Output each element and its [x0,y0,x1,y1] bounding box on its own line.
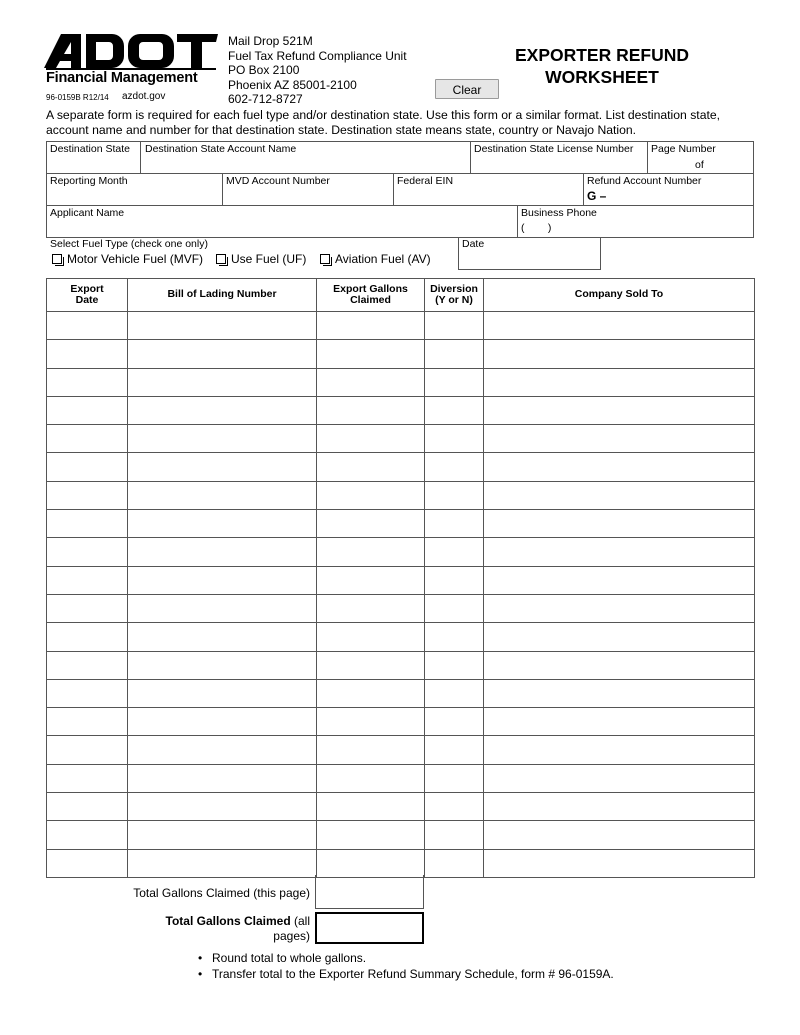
checkbox-icon[interactable] [52,254,62,264]
export-gallons-cell[interactable] [317,736,425,764]
refund-account-prefix: G – [587,189,607,203]
bill-of-lading-cell[interactable] [128,594,317,622]
export-date-cell[interactable] [47,425,128,453]
date-field[interactable]: Date [462,238,485,250]
destination-license-field[interactable]: Destination State License Number [474,143,634,155]
divider [140,141,141,173]
page-number-field[interactable]: Page Number [651,143,716,155]
phone-area-code-parens: ( ) [521,222,552,234]
export-date-cell[interactable] [47,623,128,651]
export-date-cell[interactable] [47,510,128,538]
export-date-cell[interactable] [47,481,128,509]
diversion-cell[interactable] [425,708,484,736]
company-sold-to-cell[interactable] [484,425,755,453]
divider [46,173,754,174]
bill-of-lading-cell[interactable] [128,510,317,538]
all-pages-total-input[interactable] [315,912,424,944]
fuel-type-label: Select Fuel Type (check one only) [50,238,208,250]
company-sold-to-cell[interactable] [484,623,755,651]
fuel-option-label: Use Fuel (UF) [231,252,307,266]
diversion-cell[interactable] [425,821,484,849]
destination-account-name-field[interactable]: Destination State Account Name [145,143,297,155]
table-row [47,708,755,736]
export-date-cell[interactable] [47,736,128,764]
company-sold-to-cell[interactable] [484,793,755,821]
table-row [47,510,755,538]
bill-of-lading-cell[interactable] [128,708,317,736]
all-total-rest: (all pages) [273,914,310,943]
form-title [505,44,699,88]
table-row [47,312,755,340]
bill-of-lading-cell[interactable] [128,340,317,368]
diversion-cell[interactable] [425,340,484,368]
table-row [47,340,755,368]
export-date-cell[interactable] [47,538,128,566]
export-gallons-cell[interactable] [317,510,425,538]
company-sold-to-cell[interactable] [484,651,755,679]
diversion-cell[interactable] [425,312,484,340]
address-line: Phoenix AZ 85001-2100 [228,77,357,92]
export-gallons-cell[interactable] [317,425,425,453]
company-sold-to-cell[interactable] [484,396,755,424]
clear-button[interactable]: Clear [435,79,499,99]
export-date-cell[interactable] [47,368,128,396]
export-gallons-cell[interactable] [317,312,425,340]
divider [583,173,584,205]
company-sold-to-cell[interactable] [484,453,755,481]
page-total-label: Total Gallons Claimed (this page) [133,886,310,900]
export-gallons-cell[interactable] [317,538,425,566]
table-row [47,396,755,424]
table-row [47,849,755,877]
export-date-cell[interactable] [47,821,128,849]
website: azdot.gov [122,91,166,102]
divider [647,141,648,173]
table-row [47,764,755,792]
diversion-cell[interactable] [425,594,484,622]
table-row [47,566,755,594]
department-name: Financial Management [46,70,198,86]
mvd-account-field[interactable]: MVD Account Number [226,175,330,187]
diversion-cell[interactable] [425,764,484,792]
export-date-cell[interactable] [47,708,128,736]
divider [517,205,518,238]
company-sold-to-cell[interactable] [484,481,755,509]
table-row [47,651,755,679]
company-sold-to-cell[interactable] [484,849,755,877]
col-export-date: Export Date [47,279,128,312]
col-company-sold-to: Company Sold To [484,279,755,312]
export-date-cell[interactable] [47,453,128,481]
export-date-cell[interactable] [47,340,128,368]
company-sold-to-cell[interactable] [484,679,755,707]
diversion-cell[interactable] [425,396,484,424]
title-line: EXPORTER REFUND [514,45,690,65]
company-sold-to-cell[interactable] [484,368,755,396]
diversion-cell[interactable] [425,849,484,877]
bill-of-lading-cell[interactable] [128,538,317,566]
table-row [47,679,755,707]
export-gallons-cell[interactable] [317,623,425,651]
fuel-option-av[interactable] [320,252,431,266]
table-header-row [47,279,755,312]
company-sold-to-cell[interactable] [484,594,755,622]
export-gallons-cell[interactable] [317,340,425,368]
checkbox-icon[interactable] [216,254,226,264]
bill-of-lading-cell[interactable] [128,849,317,877]
table-row [47,481,755,509]
bill-of-lading-cell[interactable] [128,736,317,764]
checkbox-icon[interactable] [320,254,330,264]
table-row [47,425,755,453]
divider [222,173,223,205]
fuel-option-label: Aviation Fuel (AV) [335,252,431,266]
company-sold-to-cell[interactable] [484,538,755,566]
export-gallons-cell[interactable] [317,849,425,877]
export-gallons-cell[interactable] [317,368,425,396]
table-row [47,368,755,396]
export-gallons-cell[interactable] [317,764,425,792]
export-date-cell[interactable] [47,566,128,594]
bill-of-lading-cell[interactable] [128,651,317,679]
notes-list [198,950,614,982]
bill-of-lading-cell[interactable] [128,764,317,792]
bill-of-lading-cell[interactable] [128,566,317,594]
diversion-cell[interactable] [425,510,484,538]
phone-number: 602-712-8727 [228,92,303,106]
bill-of-lading-cell[interactable] [128,481,317,509]
export-gallons-cell[interactable] [317,651,425,679]
list-item: • Transfer total to the Exporter Refund Summary Schedule, form # 96-0159A. [198,967,614,981]
diversion-cell[interactable] [425,793,484,821]
all-pages-total-label [160,914,310,943]
company-sold-to-cell[interactable] [484,764,755,792]
bill-of-lading-cell[interactable] [128,793,317,821]
table-row [47,538,755,566]
address-line: Mail Drop 521M [228,34,313,48]
export-gallons-cell[interactable] [317,481,425,509]
bill-of-lading-cell[interactable] [128,821,317,849]
diversion-cell[interactable] [425,481,484,509]
all-total-bold: Total Gallons Claimed [165,914,291,928]
diversion-cell[interactable] [425,623,484,651]
company-sold-to-cell[interactable] [484,708,755,736]
diversion-cell[interactable] [425,566,484,594]
col-diversion: Diversion (Y or N) [425,279,484,312]
instructions-text: A separate form is required for each fuel type and/or destination state. Use this form or a similar format. List destination state, account name and number for that destination state. Destination state means state, country or Navajo Nation. [46,108,721,137]
bill-of-lading-cell[interactable] [128,425,317,453]
diversion-cell[interactable] [425,736,484,764]
company-sold-to-cell[interactable] [484,510,755,538]
page-total-input[interactable] [315,875,424,909]
divider [46,205,754,206]
export-date-cell[interactable] [47,396,128,424]
export-gallons-cell[interactable] [317,396,425,424]
export-gallons-cell[interactable] [317,566,425,594]
export-gallons-cell[interactable] [317,679,425,707]
business-phone-field[interactable]: Business Phone [521,207,597,219]
destination-state-field[interactable]: Destination State [50,143,130,155]
mailing-address [228,34,407,107]
page-of-label: of [695,159,704,171]
export-gallons-cell[interactable] [317,793,425,821]
export-gallons-cell[interactable] [317,821,425,849]
table-row [47,623,755,651]
diversion-cell[interactable] [425,651,484,679]
table-row [47,821,755,849]
form-number: 96-0159B R12/14 [46,93,109,102]
diversion-cell[interactable] [425,425,484,453]
table-row [47,594,755,622]
export-date-cell[interactable] [47,594,128,622]
company-sold-to-cell[interactable] [484,821,755,849]
col-bill-of-lading: Bill of Lading Number [128,279,317,312]
diversion-cell[interactable] [425,453,484,481]
adot-logo [44,34,218,68]
list-item: • Round total to whole gallons. [198,951,367,965]
divider [470,141,471,173]
export-table [46,278,755,878]
fuel-option-uf[interactable] [216,252,306,266]
bill-of-lading-cell[interactable] [128,368,317,396]
export-gallons-cell[interactable] [317,453,425,481]
bill-of-lading-cell[interactable] [128,453,317,481]
table-row [47,736,755,764]
refund-account-field[interactable]: Refund Account Number [587,175,702,187]
diversion-cell[interactable] [425,538,484,566]
address-line: PO Box 2100 [228,63,300,77]
export-date-cell[interactable] [47,764,128,792]
company-sold-to-cell[interactable] [484,340,755,368]
company-sold-to-cell[interactable] [484,566,755,594]
divider [393,173,394,205]
title-line: WORKSHEET [545,67,659,87]
export-date-cell[interactable] [47,849,128,877]
applicant-name-field[interactable]: Applicant Name [50,207,125,219]
diversion-cell[interactable] [425,679,484,707]
note-text: Round total to whole gallons. [212,951,367,965]
federal-ein-field[interactable]: Federal EIN [397,175,454,187]
reporting-month-field[interactable]: Reporting Month [50,175,128,187]
company-sold-to-cell[interactable] [484,736,755,764]
table-row [47,793,755,821]
export-gallons-cell[interactable] [317,594,425,622]
table-row [47,453,755,481]
bill-of-lading-cell[interactable] [128,623,317,651]
fuel-option-mvf[interactable] [52,252,203,266]
export-date-cell[interactable] [47,651,128,679]
bill-of-lading-cell[interactable] [128,396,317,424]
export-date-cell[interactable] [47,312,128,340]
fuel-option-label: Motor Vehicle Fuel (MVF) [67,252,204,266]
address-line: Fuel Tax Refund Compliance Unit [228,48,407,63]
company-sold-to-cell[interactable] [484,312,755,340]
export-date-cell[interactable] [47,793,128,821]
bill-of-lading-cell[interactable] [128,679,317,707]
export-gallons-cell[interactable] [317,708,425,736]
col-export-gallons: Export Gallons Claimed [317,279,425,312]
note-text: Transfer total to the Exporter Refund Summary Schedule, form # 96-0159A. [212,967,614,981]
export-date-cell[interactable] [47,679,128,707]
bill-of-lading-cell[interactable] [128,312,317,340]
diversion-cell[interactable] [425,368,484,396]
